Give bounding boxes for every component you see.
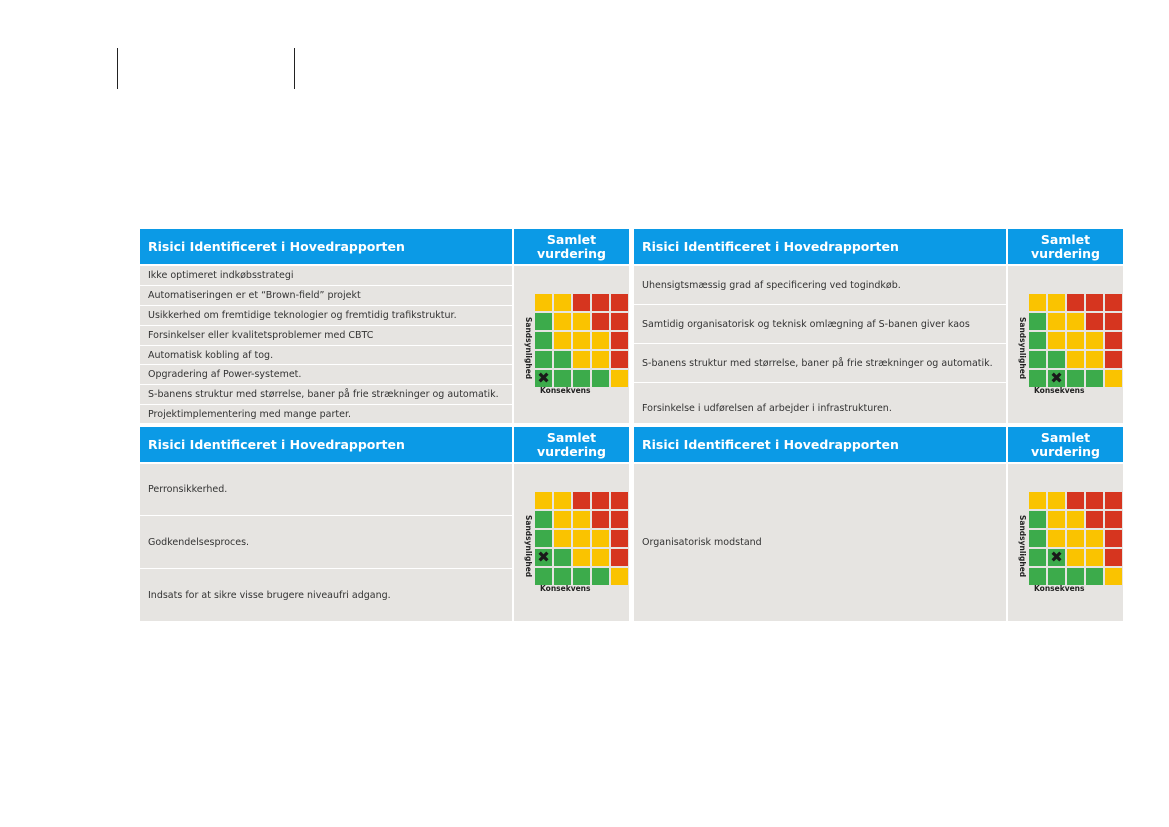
assessment-cell <box>514 464 629 621</box>
risk-cell-low <box>535 511 552 528</box>
risk-item: S-banens struktur med størrelse, baner på frie strækninger og automatik. <box>634 344 1006 383</box>
matrix-y-label: Sandsynlighed <box>1018 317 1027 380</box>
risk-cell-medium <box>1086 549 1103 566</box>
risk-cell-low <box>592 370 609 387</box>
risk-cell-low <box>1029 332 1046 349</box>
matrix-x-label: Konsekvens <box>1034 584 1085 593</box>
risk-cell-high <box>1105 549 1122 566</box>
risk-cell-high <box>592 511 609 528</box>
risk-cell-low <box>592 568 609 585</box>
matrix-x-label: Konsekvens <box>540 584 591 593</box>
assessment-header <box>1008 427 1123 462</box>
risk-cell-high <box>611 351 628 368</box>
assessment-label: vurdering <box>1031 246 1100 261</box>
risk-cell-high <box>611 511 628 528</box>
risk-cell-low <box>1086 370 1103 387</box>
assessment-header <box>514 229 629 264</box>
risk-marker-icon: ✖ <box>1050 369 1063 387</box>
risk-matrix <box>1029 492 1122 585</box>
risk-cell-medium <box>554 313 571 330</box>
assessment-header <box>514 427 629 462</box>
risk-marker-icon: ✖ <box>537 369 550 387</box>
assessment-label: vurdering <box>537 444 606 459</box>
risk-cell-low <box>535 370 552 387</box>
risk-cell-high <box>611 530 628 547</box>
risk-cell-high <box>1086 511 1103 528</box>
header-divider-right <box>294 48 295 89</box>
risk-cell-high <box>1105 492 1122 509</box>
risk-cell-medium <box>611 370 628 387</box>
risk-item: Forsinkelse i udførelsen af arbejder i infrastrukturen. <box>642 402 892 414</box>
risk-cell-medium <box>573 530 590 547</box>
risk-cell-low <box>554 351 571 368</box>
risk-cell-low <box>535 530 552 547</box>
risk-item: Perronsikkerhed. <box>140 464 512 516</box>
risk-cell-medium <box>1067 530 1084 547</box>
risk-item: Usikkerhed om fremtidige teknologier og fremtidig trafikstruktur. <box>140 306 512 326</box>
risk-cell-medium <box>1067 549 1084 566</box>
risk-cell-medium <box>1029 294 1046 311</box>
risk-item: S-banens struktur med størrelse, baner på frie strækninger og automatik. <box>140 385 512 405</box>
risk-cell-medium <box>1029 492 1046 509</box>
risk-cell-medium <box>554 294 571 311</box>
risk-cell-medium <box>611 568 628 585</box>
risk-cell-medium <box>554 332 571 349</box>
risk-panel-4 <box>634 427 1123 621</box>
risk-cell-high <box>611 549 628 566</box>
risk-cell-high <box>1086 492 1103 509</box>
risk-cell-low <box>573 568 590 585</box>
risk-cell-medium <box>1086 332 1103 349</box>
risk-cell-low <box>1029 370 1046 387</box>
risk-cell-high <box>573 492 590 509</box>
risk-cell-high <box>1067 492 1084 509</box>
risk-cell-low <box>535 313 552 330</box>
risk-item: Godkendelsesproces. <box>140 516 512 569</box>
risk-cell-medium <box>1067 351 1084 368</box>
risk-cell-low <box>535 549 552 566</box>
risk-cell-low <box>535 568 552 585</box>
risk-marker-icon: ✖ <box>1050 548 1063 566</box>
risk-cell-medium <box>1067 332 1084 349</box>
risk-cell-medium <box>592 549 609 566</box>
risk-list <box>140 266 512 423</box>
risk-cell-medium <box>535 492 552 509</box>
matrix-y-label: Sandsynlighed <box>1018 515 1027 578</box>
risk-cell-medium <box>573 511 590 528</box>
risk-cell-low <box>1048 549 1065 566</box>
risk-cell-medium <box>554 492 571 509</box>
risk-cell-medium <box>573 351 590 368</box>
assessment-label: vurdering <box>1031 444 1100 459</box>
risk-cell-low <box>1029 511 1046 528</box>
risk-cell-medium <box>554 530 571 547</box>
risk-cell-low <box>1048 568 1065 585</box>
risk-matrix <box>535 294 628 387</box>
risk-cell-medium <box>592 530 609 547</box>
risk-cell-high <box>611 294 628 311</box>
header-divider-left <box>117 48 118 89</box>
risk-matrix <box>1029 294 1122 387</box>
risk-cell-low <box>1029 568 1046 585</box>
risk-cell-low <box>535 351 552 368</box>
matrix-y-label: Sandsynlighed <box>524 317 533 380</box>
risk-cell-medium <box>1086 530 1103 547</box>
risk-cell-medium <box>573 549 590 566</box>
risk-cell-medium <box>573 313 590 330</box>
risk-list <box>140 464 512 621</box>
assessment-cell <box>1008 266 1123 423</box>
risk-cell-medium <box>1048 313 1065 330</box>
risk-cell-high <box>611 313 628 330</box>
matrix-y-label: Sandsynlighed <box>524 515 533 578</box>
risk-cell-medium <box>535 294 552 311</box>
panel-title: Risici Identificeret i Hovedrapporten <box>634 229 1006 264</box>
matrix-x-label: Konsekvens <box>540 386 591 395</box>
panel-title: Risici Identificeret i Hovedrapporten <box>634 427 1006 462</box>
risk-cell-low <box>1029 351 1046 368</box>
risk-cell-medium <box>592 351 609 368</box>
risk-cell-low <box>1029 313 1046 330</box>
risk-cell-low <box>573 370 590 387</box>
risk-item: Projektimplementering med mange parter. <box>148 408 352 420</box>
risk-cell-high <box>1105 351 1122 368</box>
risk-marker-icon: ✖ <box>537 548 550 566</box>
risk-cell-low <box>1029 530 1046 547</box>
risk-cell-high <box>592 313 609 330</box>
risk-item: Forsinkelser eller kvalitetsproblemer med CBTC <box>140 326 512 346</box>
risk-cell-low <box>1029 549 1046 566</box>
risk-list <box>634 266 1006 423</box>
risk-cell-medium <box>1086 351 1103 368</box>
risk-cell-high <box>1105 511 1122 528</box>
risk-cell-medium <box>1105 568 1122 585</box>
risk-cell-medium <box>1048 332 1065 349</box>
risk-item: Automatiseringen er et “Brown-field” projekt <box>140 286 512 306</box>
risk-list <box>634 464 1006 621</box>
risk-cell-medium <box>1067 313 1084 330</box>
risk-cell-low <box>535 332 552 349</box>
risk-item: Automatisk kobling af tog. <box>140 346 512 365</box>
assessment-label: Samlet <box>1040 430 1091 445</box>
risk-cell-low <box>554 568 571 585</box>
assessment-label: Samlet <box>546 430 597 445</box>
risk-cell-medium <box>554 511 571 528</box>
risk-cell-high <box>1105 530 1122 547</box>
risk-panel-3 <box>140 427 629 621</box>
risk-cell-low <box>1067 370 1084 387</box>
risk-item: Indsats for at sikre visse brugere niveaufri adgang. <box>148 589 391 601</box>
risk-item: Samtidig organisatorisk og teknisk omlægning af S-banen giver kaos <box>634 305 1006 344</box>
risk-cell-high <box>592 294 609 311</box>
risk-item: Ikke optimeret indkøbsstrategi <box>140 266 512 286</box>
risk-cell-high <box>1086 313 1103 330</box>
risk-cell-high <box>1105 294 1122 311</box>
risk-cell-high <box>592 492 609 509</box>
risk-cell-low <box>1048 370 1065 387</box>
assessment-cell <box>1008 464 1123 621</box>
risk-cell-low <box>1048 351 1065 368</box>
assessment-cell <box>514 266 629 423</box>
risk-item: Opgradering af Power-systemet. <box>140 365 512 385</box>
risk-cell-high <box>1086 294 1103 311</box>
assessment-header <box>1008 229 1123 264</box>
assessment-label: Samlet <box>546 232 597 247</box>
risk-cell-medium <box>573 332 590 349</box>
risk-cell-medium <box>1067 511 1084 528</box>
risk-item: Organisatorisk modstand <box>642 537 762 548</box>
risk-panel-2 <box>634 229 1123 423</box>
risk-cell-medium <box>592 332 609 349</box>
risk-cell-low <box>554 370 571 387</box>
risk-cell-high <box>573 294 590 311</box>
risk-cell-low <box>1067 568 1084 585</box>
risk-cell-low <box>554 549 571 566</box>
risk-cell-high <box>1105 332 1122 349</box>
panel-title: Risici Identificeret i Hovedrapporten <box>140 427 512 462</box>
risk-cell-high <box>1067 294 1084 311</box>
risk-cell-medium <box>1048 511 1065 528</box>
risk-panel-1 <box>140 229 629 423</box>
risk-cell-medium <box>1105 370 1122 387</box>
risk-cell-high <box>611 492 628 509</box>
risk-cell-high <box>611 332 628 349</box>
assessment-label: vurdering <box>537 246 606 261</box>
panel-title: Risici Identificeret i Hovedrapporten <box>140 229 512 264</box>
risk-cell-medium <box>1048 294 1065 311</box>
assessment-label: Samlet <box>1040 232 1091 247</box>
risk-item: Uhensigtsmæssig grad af specificering ved togindkøb. <box>634 266 1006 305</box>
risk-cell-medium <box>1048 492 1065 509</box>
risk-cell-high <box>1105 313 1122 330</box>
risk-cell-low <box>1086 568 1103 585</box>
risk-matrix <box>535 492 628 585</box>
matrix-x-label: Konsekvens <box>1034 386 1085 395</box>
risk-cell-medium <box>1048 530 1065 547</box>
